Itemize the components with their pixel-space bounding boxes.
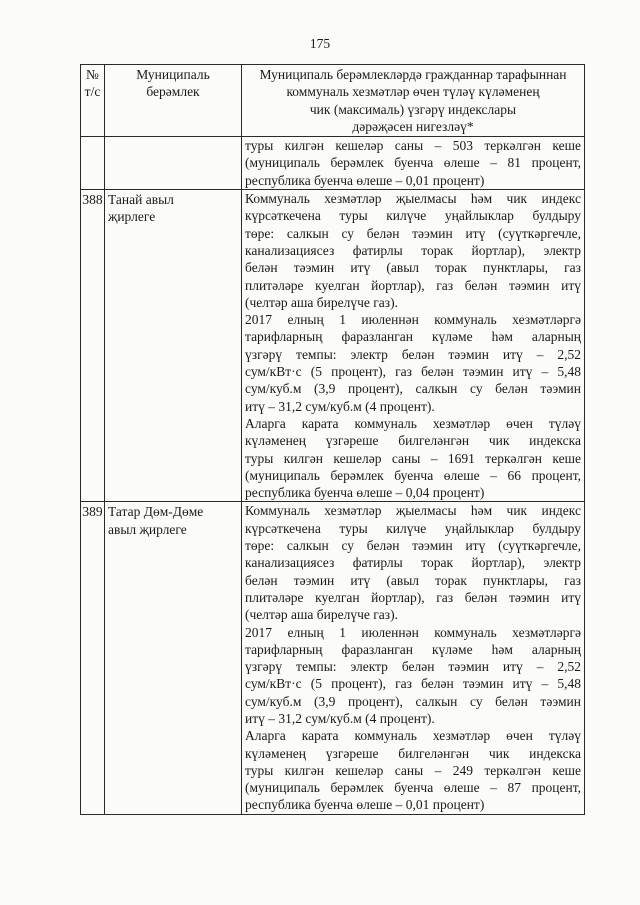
text-line: күләменең үзгәреше билгеләнгән чик индекска: [245, 745, 581, 761]
text-line: канализациясез фатирлы торак йортлар), электр: [245, 242, 581, 258]
text-line: сум/кВт·с (5 процент), газ белән тәэмин итү – 5,48: [245, 676, 581, 692]
table-header-row: [81, 65, 585, 137]
table-row: [81, 190, 585, 502]
text-line: 2017 елның 1 июленнән коммуналь хезмәтләргә: [245, 624, 581, 640]
index-description: [242, 190, 585, 502]
table-row: [81, 502, 585, 814]
header-number-line: т/с: [84, 84, 101, 100]
header-municipality: [105, 65, 242, 137]
header-index-line: коммуналь хезмәтләр өчен түләү күләменең: [286, 84, 540, 100]
text-line: (челтәр аша бирелүче газ).: [245, 607, 398, 623]
continuation-text-cell: [242, 137, 585, 190]
text-line: Аларга карата коммуналь хезмәтләр өчен түләү: [245, 415, 581, 431]
municipality-name-line: җирлеге: [108, 209, 156, 225]
header-number: [81, 65, 105, 137]
text-line: республика буенча өлеше – 0,04 процент): [245, 485, 485, 501]
text-line: 2017 елның 1 июленнән коммуналь хезмәтләргә: [245, 312, 581, 328]
text-line: итү – 31,2 сум/куб.м (4 процент).: [245, 398, 435, 414]
row-number: 389: [81, 502, 105, 814]
text-line: республика буенча өлеше – 0,01 процент): [245, 172, 485, 188]
text-line: сум/куб.м (3,9 процент), салкын су белән тәэмин: [245, 693, 581, 709]
text-line: Аларга карата коммуналь хезмәтләр өчен түләү: [245, 728, 581, 744]
header-index-line: дәрәҗәсен нигезләү*: [352, 118, 474, 134]
continuation-row: [81, 137, 585, 190]
text-line: төре: салкын су белән тәэмин итү (суүткәргечле,: [245, 225, 581, 241]
description-paragraph: [245, 624, 581, 728]
utility-index-table: [80, 64, 585, 815]
text-line: тарифларның фаразланган күләме һәм аларның: [245, 329, 581, 345]
header-index-line: чик (максималь) үзгәрү индекслары: [309, 101, 517, 117]
text-line: үзгәрү темпы: электр белән тәэмин итү – 2,52: [245, 659, 581, 675]
text-line: күләменең үзгәреше билгеләнгән чик индекска: [245, 433, 581, 449]
text-line: белән тәэмин итү (авыл торак пунктлары, газ: [245, 572, 581, 588]
text-line: плитәләре куелган йортлар), газ белән тәэмин итү: [245, 277, 581, 293]
header-number-line: №: [86, 67, 99, 82]
description-paragraph: [245, 190, 581, 311]
continuation-number-cell: [81, 137, 105, 190]
index-description: [242, 502, 585, 814]
description-paragraph: [245, 502, 581, 623]
row-number: 388: [81, 190, 105, 502]
text-line: тарифларның фаразланган күләме һәм аларның: [245, 641, 581, 657]
text-line: (челтәр аша бирелүче газ).: [245, 294, 398, 310]
continuation-name-cell: [105, 137, 242, 190]
text-line: (муниципаль берәмлек буенча өлеше – 87 процент,: [245, 780, 581, 796]
text-line: туры килгән кешеләр саны – 503 теркәлгән кеше: [245, 138, 581, 154]
header-municipality-line: берәмлек: [146, 84, 200, 100]
header-index-line: Муниципаль берәмлекләрдә гражданнар тарафыннан: [259, 67, 567, 82]
text-line: туры килгән кешеләр саны – 249 теркәлгән кеше: [245, 762, 581, 778]
text-line: үзгәрү темпы: электр белән тәэмин итү – 2,52: [245, 346, 581, 362]
municipality-name-line: Татар Дөм-Дөме: [108, 504, 204, 520]
text-line: төре: салкын су белән тәэмин итү (суүткәргечле,: [245, 538, 581, 554]
municipality-name-line: Танай авыл: [108, 192, 174, 208]
text-line: туры килгән кешеләр саны – 1691 теркәлгән кеше: [245, 450, 581, 466]
description-paragraph: [245, 727, 581, 813]
text-line: итү – 31,2 сум/куб.м (4 процент).: [245, 710, 435, 726]
text-line: күрсәткечена туры килүче уңайлыклар булдыру: [245, 208, 581, 224]
text-line: белән тәэмин итү (авыл торак пунктлары, газ: [245, 260, 581, 276]
text-line: Коммуналь хезмәтләр җыелмасы һәм чик индекс: [245, 191, 581, 207]
page-number: 175: [309, 36, 331, 51]
description-paragraph: [245, 311, 581, 415]
text-line: Коммуналь хезмәтләр җыелмасы һәм чик индекс: [245, 503, 581, 519]
header-municipality-line: Муниципаль: [136, 67, 210, 82]
text-line: (муниципаль берәмлек буенча өлеше – 81 процент,: [245, 155, 581, 171]
text-line: сум/куб.м (3,9 процент), салкын су белән тәэмин: [245, 381, 581, 397]
text-line: плитәләре куелган йортлар), газ белән тәэмин итү: [245, 589, 581, 605]
municipality-name-line: авыл җирлеге: [108, 521, 187, 537]
header-index: [242, 65, 585, 137]
text-line: (муниципаль берәмлек буенча өлеше – 66 процент,: [245, 467, 581, 483]
municipality-name: [105, 190, 242, 502]
municipality-name: [105, 502, 242, 814]
text-line: канализациясез фатирлы торак йортлар), электр: [245, 555, 581, 571]
description-paragraph: [245, 415, 581, 501]
text-line: күрсәткечена туры килүче уңайлыклар булдыру: [245, 520, 581, 536]
text-line: сум/кВт·с (5 процент), газ белән тәэмин итү – 5,48: [245, 364, 581, 380]
text-line: республика буенча өлеше – 0,01 процент): [245, 797, 485, 813]
